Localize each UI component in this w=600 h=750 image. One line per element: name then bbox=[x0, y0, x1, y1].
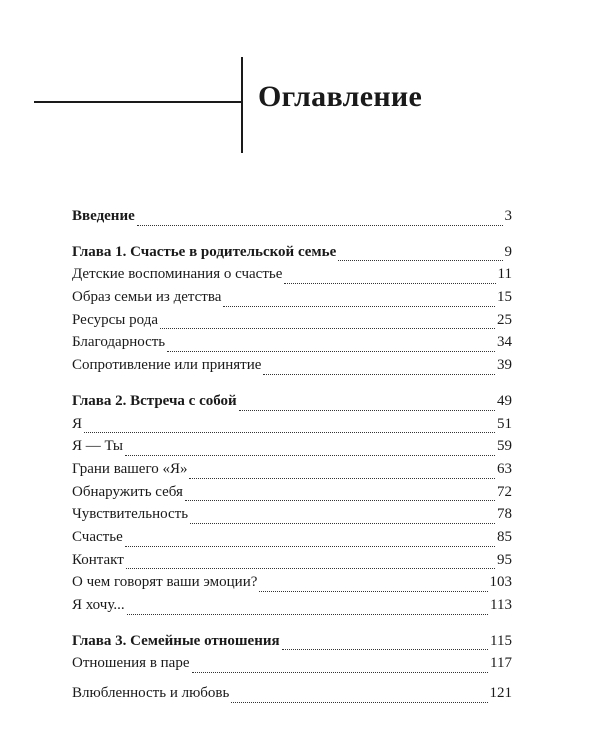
toc-entry[interactable] bbox=[72, 438, 512, 461]
toc-entry[interactable] bbox=[72, 506, 512, 529]
toc-entry[interactable] bbox=[72, 574, 512, 597]
toc-entry-label: Я хочу... bbox=[72, 597, 125, 613]
toc-leader-dots bbox=[338, 259, 502, 261]
toc-entry-page: 49 bbox=[497, 392, 512, 409]
toc-entry-page: 121 bbox=[489, 685, 512, 702]
toc-spacer bbox=[72, 678, 512, 685]
toc-leader-dots bbox=[231, 701, 487, 703]
toc-entry-page: 59 bbox=[497, 438, 512, 455]
toc-entry[interactable] bbox=[72, 685, 512, 708]
toc-entry-page: 113 bbox=[490, 597, 512, 613]
toc-entry-label: Контакт bbox=[72, 551, 124, 568]
toc-entry-label: Отношения в паре bbox=[72, 655, 190, 672]
toc-entry-page: 115 bbox=[490, 632, 512, 649]
toc-entry-page: 3 bbox=[504, 208, 512, 224]
toc-entry[interactable] bbox=[72, 552, 512, 575]
toc-entry-page: 34 bbox=[497, 334, 512, 351]
page-title: Оглавление bbox=[258, 80, 423, 113]
toc-leader-dots bbox=[284, 282, 495, 284]
toc-leader-dots bbox=[185, 499, 495, 501]
toc-entry-page: 39 bbox=[497, 357, 512, 374]
title-rule-horizontal bbox=[34, 101, 243, 103]
title-rule-vertical bbox=[241, 57, 243, 153]
toc-entry-page: 78 bbox=[497, 506, 512, 523]
toc-entry[interactable] bbox=[72, 289, 512, 312]
toc-entry-label: Я — Ты bbox=[72, 438, 123, 455]
toc-leader-dots bbox=[127, 613, 488, 615]
toc-entry[interactable] bbox=[72, 461, 512, 484]
toc-chapter[interactable] bbox=[72, 393, 512, 416]
toc-entry-page: 25 bbox=[497, 311, 512, 328]
toc-leader-dots bbox=[190, 522, 495, 524]
toc-spacer bbox=[72, 620, 512, 633]
toc-leader-dots bbox=[192, 671, 489, 673]
toc-entry-page: 117 bbox=[490, 655, 512, 672]
toc-entry-label: Глава 2. Встреча с собой bbox=[72, 392, 237, 409]
toc-entry[interactable] bbox=[72, 312, 512, 335]
toc-entry-label: О чем говорят ваши эмоции? bbox=[72, 574, 258, 591]
toc-entry-label: Глава 3. Семейные отношения bbox=[72, 632, 280, 649]
toc-entry[interactable] bbox=[72, 529, 512, 552]
toc-entry[interactable] bbox=[72, 484, 512, 507]
toc-entry-label: Грани вашего «Я» bbox=[72, 460, 188, 477]
toc-entry[interactable] bbox=[72, 357, 512, 380]
toc-leader-dots bbox=[189, 477, 495, 479]
toc-entry[interactable] bbox=[72, 266, 512, 289]
toc-leader-dots bbox=[125, 454, 495, 456]
toc-entry-label: Глава 1. Счастье в родительской семье bbox=[72, 243, 337, 260]
toc-chapter[interactable] bbox=[72, 633, 512, 656]
toc-leader-dots bbox=[282, 648, 488, 650]
toc-entry-label: Образ семьи из детства bbox=[72, 289, 222, 306]
toc-entry-label: Благодарность bbox=[72, 334, 166, 351]
toc-entry-label: Введение bbox=[72, 208, 135, 224]
toc-leader-dots bbox=[239, 409, 495, 411]
toc-spacer bbox=[72, 380, 512, 393]
toc-entry-page: 63 bbox=[497, 460, 512, 477]
table-of-contents bbox=[72, 208, 512, 708]
toc-entry-page: 51 bbox=[497, 415, 512, 432]
toc-leader-dots bbox=[167, 350, 495, 352]
toc-entry-label: Обнаружить себя bbox=[72, 483, 183, 500]
toc-leader-dots bbox=[137, 224, 503, 226]
toc-entry-label: Детские воспоминания о счастье bbox=[72, 266, 283, 283]
toc-entry-page: 72 bbox=[497, 483, 512, 500]
toc-entry[interactable] bbox=[72, 416, 512, 439]
toc-entry-label: Я bbox=[72, 415, 83, 432]
toc-leader-dots bbox=[84, 431, 495, 433]
toc-intro[interactable] bbox=[72, 208, 512, 231]
toc-entry-label: Ресурсы рода bbox=[72, 311, 158, 328]
toc-entry-page: 11 bbox=[497, 266, 512, 283]
toc-leader-dots bbox=[125, 545, 495, 547]
toc-entry-page: 9 bbox=[504, 243, 512, 260]
toc-entry-label: Сопротивление или принятие bbox=[72, 357, 262, 374]
toc-entry[interactable] bbox=[72, 597, 512, 620]
toc-chapter[interactable] bbox=[72, 244, 512, 267]
toc-entry-label: Счастье bbox=[72, 528, 123, 545]
toc-entry[interactable] bbox=[72, 334, 512, 357]
toc-leader-dots bbox=[126, 567, 495, 569]
toc-spacer bbox=[72, 231, 512, 244]
toc-entry-label: Чувствительность bbox=[72, 506, 189, 523]
toc-leader-dots bbox=[263, 373, 495, 375]
toc-leader-dots bbox=[259, 590, 487, 592]
toc-entry-page: 95 bbox=[497, 551, 512, 568]
toc-leader-dots bbox=[223, 305, 495, 307]
toc-entry-label: Влюбленность и любовь bbox=[72, 685, 230, 702]
toc-entry-page: 85 bbox=[497, 528, 512, 545]
toc-entry-page: 15 bbox=[497, 289, 512, 306]
toc-leader-dots bbox=[160, 327, 495, 329]
toc-entry[interactable] bbox=[72, 655, 512, 678]
toc-entry-page: 103 bbox=[489, 574, 512, 591]
